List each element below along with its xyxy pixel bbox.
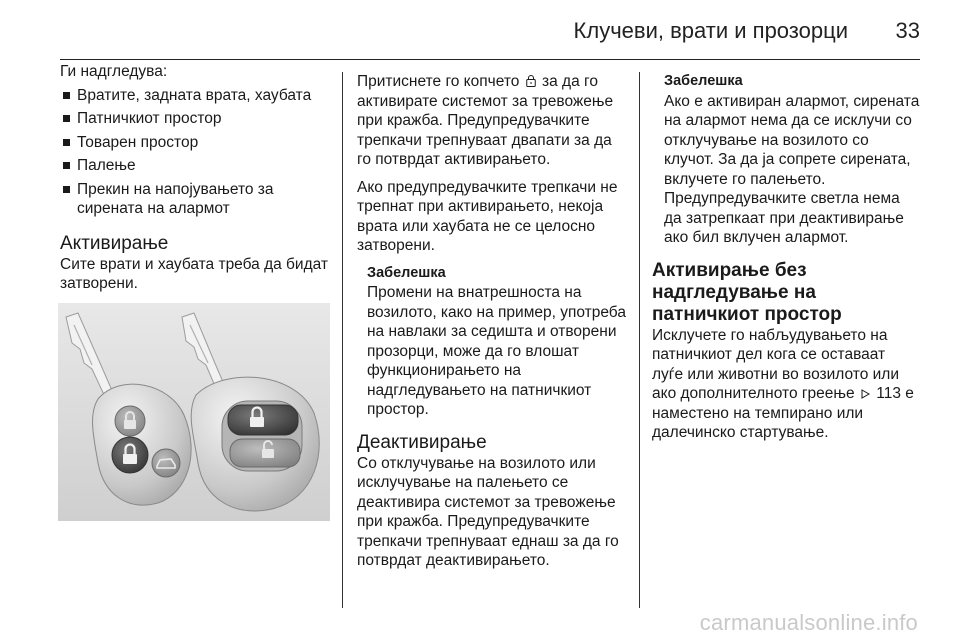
page-title: Клучеви, врати и прозорци xyxy=(573,18,848,43)
remote-keys-illustration xyxy=(58,303,330,521)
activation-instruction xyxy=(357,72,627,170)
column-1 xyxy=(60,60,330,302)
activation-instruction-start: Притиснете го копчето xyxy=(357,73,520,90)
list-item-text: Прекин на напојувањето за сирената на алармот xyxy=(77,180,274,217)
list-item-text: Вратите, задната врата, хаубата xyxy=(77,86,312,104)
list-item xyxy=(60,180,330,219)
activation-text: Сите врати и хаубата треба да бидат затворени. xyxy=(60,255,329,292)
monitored-list xyxy=(60,86,330,219)
bullet-square-icon xyxy=(63,92,70,99)
column-2 xyxy=(357,60,627,579)
text-end: е наместено на темпирано или далечинско стартување. xyxy=(652,385,914,441)
text-start: Исклучете го набљудувањето на патничкиот дел кога се оставаат луѓе или животни во возилото или ако дополнителното греење xyxy=(652,326,900,402)
lock-button-icon xyxy=(526,75,536,87)
note-alarm-siren xyxy=(652,72,920,248)
list-item xyxy=(60,133,330,153)
bullet-square-icon xyxy=(63,115,70,122)
page-header xyxy=(60,0,920,60)
section-heading-deactivation: Деактивирање xyxy=(357,431,487,453)
page-reference-arrow-icon xyxy=(861,389,870,399)
section-heading-activation: Активирање xyxy=(60,232,169,254)
list-item-text: Товарен простор xyxy=(77,133,199,151)
list-item xyxy=(60,156,330,176)
right-key-fob xyxy=(191,377,319,511)
note-text: Ако е активиран алармот, сирената на алармот нема да се исклучи со отклучување на возилото со клучот. За да ја сопрете сирената, вклучете го палењето. Предупредувачките светла нема да затрепкаат при деактивирање ако бил вклучен алармот. xyxy=(664,92,920,246)
note-title: Забелешка xyxy=(367,264,446,281)
column-divider-2 xyxy=(639,72,640,608)
page-number: 33 xyxy=(895,18,920,43)
list-item-text: Патничкиот простор xyxy=(77,110,222,127)
page-reference-link[interactable]: 113 xyxy=(876,385,901,402)
column-divider-1 xyxy=(342,72,343,608)
list-item xyxy=(60,86,330,106)
activation-failure-text: Ако предупредувачките трепкачи не трепнат при активирањето, некоја врата или хаубата не се целосно затворени. xyxy=(357,178,618,254)
note-text: Промени на внатрешноста на возилото, како на пример, употреба на навлаки за седишта и отворени прозорци, може да го влошат функционирањето на надгледувањето на патничкиот простор. xyxy=(367,284,626,418)
section-heading-activation-without-monitoring: Активирање без надгледување на патничкиот простор xyxy=(652,259,842,325)
list-item xyxy=(60,109,330,129)
note-interior-changes xyxy=(357,264,627,420)
monitors-intro: Ги надгледува: xyxy=(60,63,168,80)
list-item-text: Палење xyxy=(77,157,136,174)
left-key-fob xyxy=(93,384,192,505)
deactivation-text: Со отклучување на возилото или исклучување на палењето се деактивира системот за тревожење при кражба. Предупредувачките трепкачи трепнуваат еднаш за да го потврдат деактивирањето. xyxy=(357,454,619,569)
note-title: Забелешка xyxy=(664,73,743,89)
activation-instruction-end: за да го активирате системот за тревожење при кражба. Предупредувачките трепкачи трепнуваат двапати за да го потврдат активирањето. xyxy=(357,73,614,168)
column-3 xyxy=(652,60,920,451)
bullet-square-icon xyxy=(63,162,70,169)
bullet-square-icon xyxy=(63,139,70,146)
watermark: carmanualsonline.info xyxy=(699,610,918,635)
activation-without-monitoring-text xyxy=(652,326,920,443)
bullet-square-icon xyxy=(63,186,70,193)
